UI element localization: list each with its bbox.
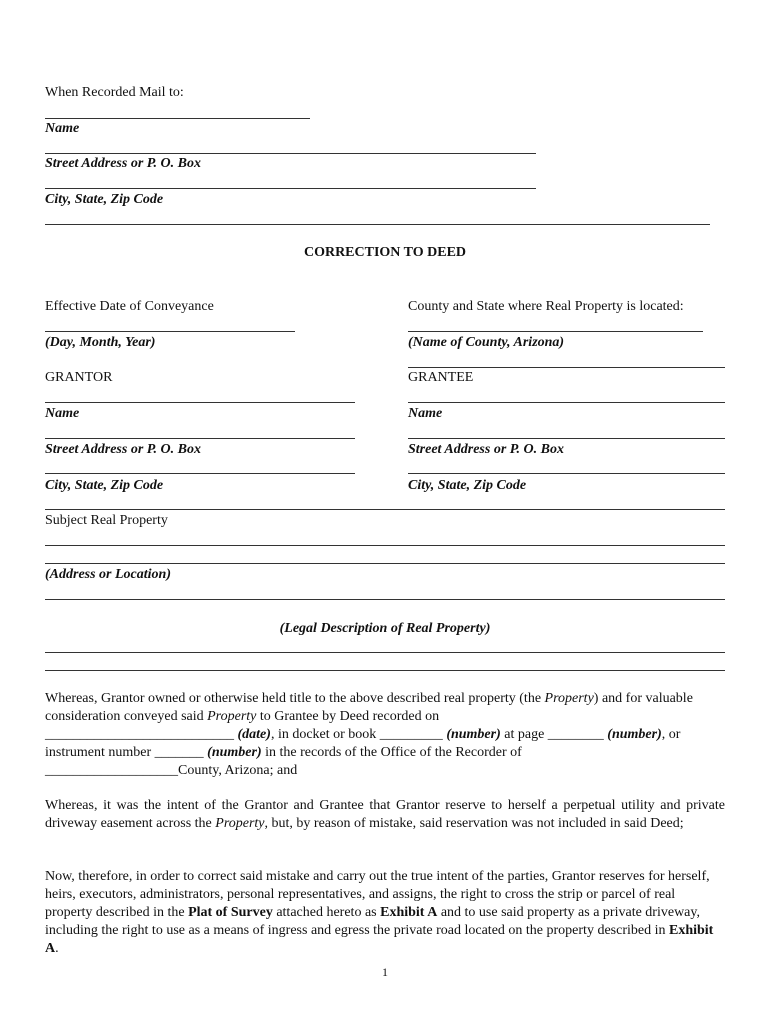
grantor-city-label: City, State, Zip Code [45, 478, 164, 493]
p3-exhibit-a-2: Exhibit A [45, 923, 714, 956]
p1-text-e: at page ________ [500, 727, 608, 742]
legal-line-2[interactable] [45, 652, 725, 653]
mail-city-label: City, State, Zip Code [45, 192, 164, 207]
p3-plat-of-survey: Plat of Survey [188, 905, 273, 920]
p1-property-1: Property [544, 691, 594, 706]
p3-text-d: . [55, 941, 59, 956]
p1-number-1: (number) [446, 727, 501, 742]
mail-to-label: When Recorded Mail to: [45, 85, 184, 100]
mail-name-label: Name [45, 121, 80, 136]
grantee-street-line[interactable] [408, 438, 725, 439]
effective-date-line[interactable] [45, 331, 295, 332]
legal-description-hint: (Legal Description of Real Property) [279, 621, 491, 636]
grantor-city-line[interactable] [45, 473, 355, 474]
subject-line-2[interactable] [45, 563, 725, 564]
p2-text-a: Whereas, it was the intent of the Grantor and Grantee that Grantor reserve to herself a perpetual utility and private driveway easement across the [45, 798, 725, 831]
county-state-label: County and State where Real Property is located: [408, 299, 684, 314]
p1-number-3: (number) [207, 745, 262, 760]
p1-text-c: to Grantee by Deed recorded on [256, 709, 440, 724]
mail-street-label: Street Address or P. O. Box [45, 156, 201, 171]
correction-paragraph [45, 868, 725, 958]
effective-date-label: Effective Date of Conveyance [45, 299, 214, 314]
legal-line-3[interactable] [45, 670, 725, 671]
p1-text-b: ) and for valuable consideration conveyed said [45, 691, 693, 724]
recital-paragraph-1 [45, 690, 725, 780]
grantor-street-line[interactable] [45, 438, 355, 439]
grantee-street-label: Street Address or P. O. Box [408, 442, 564, 457]
subject-divider [45, 509, 725, 510]
mail-street-line[interactable] [45, 153, 536, 154]
legal-line-1[interactable] [45, 599, 725, 600]
grantor-heading: GRANTOR [45, 370, 113, 385]
date-hint: (Day, Month, Year) [45, 335, 156, 350]
p1-property-2: Property [207, 709, 257, 724]
document-title: CORRECTION TO DEED [303, 245, 467, 260]
recital-paragraph-2 [45, 797, 725, 833]
p2-property: Property [215, 816, 265, 831]
p1-text-g: instrument number _______ [45, 745, 208, 760]
p3-text-b: attached hereto as [272, 905, 381, 920]
county-line[interactable] [408, 331, 703, 332]
grantee-name-label: Name [408, 406, 443, 421]
grantor-name-label: Name [45, 406, 80, 421]
subject-line-1[interactable] [45, 545, 725, 546]
grantee-name-line[interactable] [408, 402, 725, 403]
p3-text-c: and to use said property as a private driveway, including the right to use as a means of ingress and egress the private road located on the property described in [45, 905, 700, 938]
county-divider [408, 367, 725, 368]
grantee-heading: GRANTEE [408, 370, 474, 385]
p1-date-hint: (date) [237, 727, 271, 742]
grantee-city-label: City, State, Zip Code [408, 478, 527, 493]
p1-text-a: Whereas, Grantor owned or otherwise held title to the above described real property (the [45, 691, 545, 706]
grantee-city-line[interactable] [408, 473, 725, 474]
p1-number-2: (number) [607, 727, 662, 742]
county-hint: (Name of County, Arizona) [408, 335, 565, 350]
address-hint: (Address or Location) [45, 567, 171, 582]
p1-text-d: , in docket or book _________ [270, 727, 447, 742]
p1-text-h: in the records of the Office of the Recorder of [261, 745, 522, 760]
p1-county-blank[interactable]: ___________________County, Arizona; and [45, 763, 298, 778]
p1-text-f: , or [661, 727, 681, 742]
p3-exhibit-a-1: Exhibit A [380, 905, 438, 920]
p2-text-b: , but, by reason of mistake, said reservation was not included in said Deed; [264, 816, 684, 831]
page-number: 1 [382, 965, 388, 979]
p3-text-a: Now, therefore, in order to correct said mistake and carry out the true intent of the parties, Grantor reserves for herself, heirs, executors, administrators, personal representatives, and assigns, the right to cross the strip or parcel of real property described in the [45, 869, 710, 920]
mail-city-line[interactable] [45, 188, 536, 189]
mail-name-line[interactable] [45, 118, 310, 119]
header-divider [45, 224, 710, 225]
grantor-name-line[interactable] [45, 402, 355, 403]
grantor-street-label: Street Address or P. O. Box [45, 442, 201, 457]
p1-date-blank[interactable]: ___________________________ [45, 727, 238, 742]
subject-label: Subject Real Property [45, 513, 168, 528]
